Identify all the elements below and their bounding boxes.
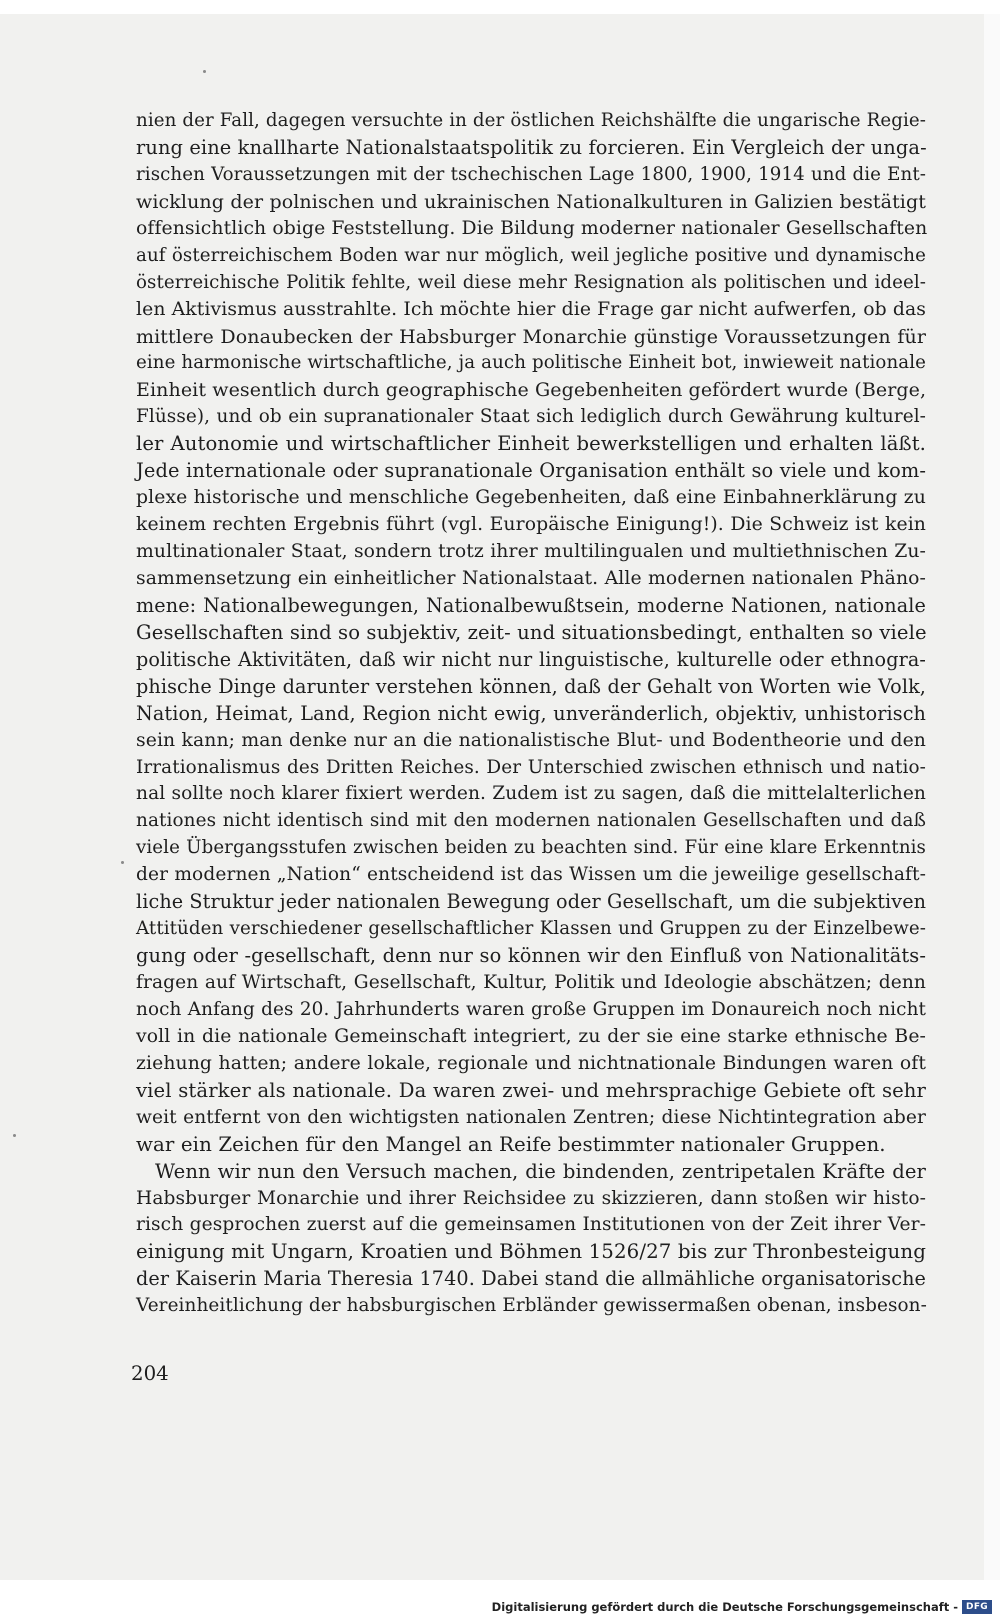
text-line: keinem rechten Ergebnis führt (vgl. Europäische Einigung!). Die Schweiz ist kein bbox=[136, 514, 926, 536]
text-line: eine harmonische wirtschaftliche, ja auch politische Einheit bot, inwieweit nationale bbox=[136, 352, 926, 374]
dfg-logo-icon: DFG bbox=[962, 1600, 992, 1614]
text-line: ler Autonomie und wirtschaftlicher Einheit bewerkstelligen und erhalten läßt. bbox=[136, 432, 926, 456]
text-line: Nation, Heimat, Land, Region nicht ewig, unveränderlich, objektiv, unhistorisch bbox=[136, 701, 926, 725]
scan-speck bbox=[121, 861, 124, 864]
text-line: viele Übergangsstufen zwischen beiden zu beachten sind. Für eine klare Erkenntnis bbox=[136, 837, 926, 859]
text-line: rischen Voraussetzungen mit der tschechischen Lage 1800, 1900, 1914 und die Ent- bbox=[136, 163, 926, 185]
text-line: politische Aktivitäten, daß wir nicht nur linguistische, kulturelle oder ethnogra- bbox=[136, 647, 926, 671]
text-line: risch gesprochen zuerst auf die gemeinsamen Institutionen von der Zeit ihrer Ver- bbox=[136, 1214, 926, 1236]
text-line: mene: Nationalbewegungen, Nationalbewußtsein, moderne Nationen, nationale bbox=[136, 593, 926, 617]
text-line: gung oder -gesellschaft, denn nur so können wir den Einfluß von Nationalitäts- bbox=[136, 944, 926, 968]
text-line: liche Struktur jeder nationalen Bewegung oder Gesellschaft, um die subjektiven bbox=[136, 890, 927, 914]
text-line: mittlere Donaubecken der Habsburger Monarchie günstige Voraussetzungen für bbox=[136, 325, 926, 348]
text-line: Attitüden verschiedener gesellschaftlicher Klassen und Gruppen zu der Einzelbewe- bbox=[136, 918, 926, 940]
text-line: wicklung der polnischen und ukrainischen Nationalkulturen in Galizien bestätigt bbox=[136, 190, 926, 213]
text-line: multinationaler Staat, sondern trotz ihrer multilingualen und multiethnischen Zu- bbox=[136, 541, 926, 562]
text-line: nationes nicht identisch sind mit den modernen nationalen Gesellschaften und daß bbox=[136, 810, 926, 832]
text-line: rung eine knallharte Nationalstaatspolitik zu forcieren. Ein Vergleich der unga- bbox=[136, 135, 927, 159]
text-line: viel stärker als nationale. Da waren zwei- und mehrsprachige Gebiete oft sehr bbox=[136, 1078, 926, 1102]
text-line: Einheit wesentlich durch geographische Gegebenheiten gefördert wurde (Berge, bbox=[136, 379, 927, 402]
text-line: weit entfernt von den wichtigsten nationalen Zentren; diese Nichtintegration aber bbox=[136, 1106, 926, 1128]
text-line: voll in die nationale Gemeinschaft integriert, zu der sie eine starke ethnische Be- bbox=[136, 1025, 926, 1047]
scan-speck bbox=[203, 70, 206, 73]
text-line: sein kann; man denke nur an die nationalistische Blut- und Bodentheorie und den bbox=[136, 729, 926, 751]
text-line: Habsburger Monarchie und ihrer Reichsidee zu skizzieren, dann stoßen wir histo- bbox=[136, 1187, 926, 1209]
text-line: österreichische Politik fehlte, weil diese mehr Resignation als politischen und ideel- bbox=[136, 271, 926, 293]
text-line: plexe historische und menschliche Gegebenheiten, daß eine Einbahnerklärung zu bbox=[136, 487, 926, 509]
text-line: noch Anfang des 20. Jahrhunderts waren große Gruppen im Donaureich noch nicht bbox=[136, 998, 926, 1020]
text-line: fragen auf Wirtschaft, Gesellschaft, Kultur, Politik und Ideologie abschätzen; denn bbox=[136, 972, 926, 993]
footer-credit: Digitalisierung gefördert durch die Deutsche Forschungsgemeinschaft - bbox=[491, 1600, 958, 1614]
text-line: Jede internationale oder supranationale Organisation enthält so viele und kom- bbox=[136, 459, 926, 483]
text-line: offensichtlich obige Feststellung. Die Bildung moderner nationaler Gesellschaften bbox=[136, 217, 928, 239]
text-line: auf österreichischem Boden war nur möglich, weil jegliche positive und dynamische bbox=[136, 244, 926, 266]
text-line: Irrationalismus des Dritten Reiches. Der Unterschied zwischen ethnisch und natio- bbox=[136, 756, 926, 778]
text-line: nal sollte noch klarer fixiert werden. Zudem ist zu sagen, daß die mittelalterlichen bbox=[136, 783, 926, 805]
scan-speck bbox=[13, 1134, 16, 1137]
page-number: 204 bbox=[131, 1362, 169, 1385]
scan-edge bbox=[984, 14, 1000, 1580]
text-line: Vereinheitlichung der habsburgischen Erbländer gewissermaßen obenan, insbeson- bbox=[136, 1295, 927, 1317]
text-line: phische Dinge darunter verstehen können, daß der Gehalt von Worten wie Volk, bbox=[136, 674, 926, 698]
body-text bbox=[136, 108, 926, 1320]
text-line: war ein Zeichen für den Mangel an Reife bestimmter nationaler Gruppen. bbox=[136, 1132, 886, 1156]
text-line: len Aktivismus ausstrahlte. Ich möchte hier die Frage gar nicht aufwerfen, ob das bbox=[136, 298, 926, 320]
text-line: Wenn wir nun den Versuch machen, die bindenden, zentripetalen Kräfte der bbox=[155, 1159, 926, 1183]
text-line: ziehung hatten; andere lokale, regionale und nichtnationale Bindungen waren oft bbox=[136, 1052, 926, 1074]
text-line: sammensetzung ein einheitlicher Nationalstaat. Alle modernen nationalen Phäno- bbox=[136, 567, 926, 589]
text-line: nien der Fall, dagegen versuchte in der östlichen Reichshälfte die ungarische Regie- bbox=[136, 110, 926, 131]
text-line: einigung mit Ungarn, Kroatien und Böhmen 1526/27 bis zur Thronbesteigung bbox=[136, 1240, 926, 1264]
text-line: der Kaiserin Maria Theresia 1740. Dabei stand die allmähliche organisatorische bbox=[136, 1267, 926, 1291]
text-line: Gesellschaften sind so subjektiv, zeit- und situationsbedingt, enthalten so viele bbox=[136, 620, 927, 644]
text-line: Flüsse), und ob ein supranationaler Staat sich lediglich durch Gewährung kulturel- bbox=[136, 406, 926, 428]
text-line: der modernen „Nation“ entscheidend ist das Wissen um die jeweilige gesellschaft- bbox=[136, 864, 926, 886]
